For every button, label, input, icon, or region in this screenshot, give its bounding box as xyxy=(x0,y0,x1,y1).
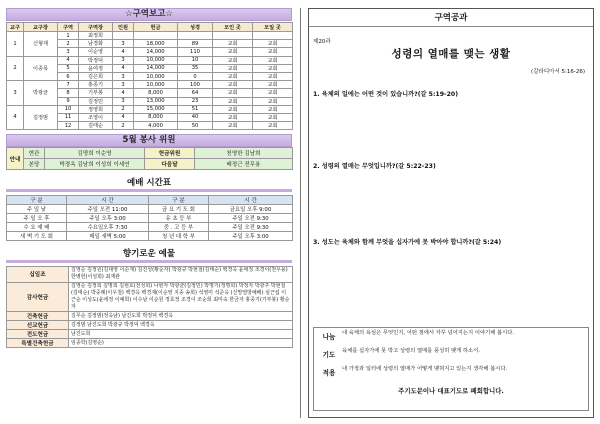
lesson-summary xyxy=(313,327,589,411)
district-parish-cell: 4 xyxy=(7,105,24,130)
district-parish-cell: 3 xyxy=(7,81,24,106)
summary-row xyxy=(314,364,588,382)
worship-title: 예배 시간표 xyxy=(126,178,171,189)
service-table xyxy=(6,147,293,170)
district-cell: 35 xyxy=(178,64,213,72)
summary-text: 육체를 십자가에 못 박고 성령의 열매를 풍성히 맺게 하소서. xyxy=(342,348,480,354)
district-parish-cell: 1 xyxy=(7,32,24,57)
district-leader-cell: 이종목 xyxy=(24,56,58,81)
lesson-header-rule xyxy=(309,26,593,27)
district-cell: 8 xyxy=(58,89,79,97)
district-leader-cell: 박광균 xyxy=(24,81,58,106)
district-cell: 4 xyxy=(58,56,79,64)
worship-table xyxy=(6,195,293,241)
district-cell: 교회 xyxy=(213,113,253,121)
district-cell: 교회 xyxy=(253,72,293,80)
district-cell: 4 xyxy=(113,48,134,56)
district-cell xyxy=(213,32,253,40)
lesson-reference: (갈라디아서 5:16-26) xyxy=(531,69,585,75)
worship-cell: 청 년 대 학 부 xyxy=(149,232,209,241)
worship-rule xyxy=(6,189,292,192)
district-header-cell: 구역 xyxy=(58,23,79,32)
worship-cell: 새 벽 기 도 회 xyxy=(7,232,67,241)
district-cell: 교회 xyxy=(253,97,293,105)
worship-cell: 수 요 예 배 xyxy=(7,223,67,232)
worship-cell: 중 . 고 등 부 xyxy=(149,223,209,232)
district-cell: 조영이 xyxy=(79,113,113,121)
worship-row xyxy=(7,214,293,223)
district-header-cell: 성경 xyxy=(178,23,213,32)
district-row xyxy=(7,81,293,89)
worship-cell: 매일 새벽 5:00 xyxy=(67,232,149,241)
offering-names: 김영순 김정희 김명희 김현호(전성희) 나현자 박광균(김정민) 박명기(정명희) 박정자 박광주 박현철(김태순) 박중례(이우철) 백경옥 백경재(이순영 지종 송희) 석영미 석준옥 (신망열방예배) 심근섭 이근순 이성도(윤애정 이예희) 이수남 이순원 정효정 조경이 조순희 최미숙 한금자 홍종기(기부봉) 황순자 xyxy=(69,282,293,312)
district-cell: 교회 xyxy=(253,122,293,130)
district-cell: 교회 xyxy=(213,40,253,48)
offering-names: 남진도희 xyxy=(69,330,293,339)
district-cell xyxy=(178,32,213,40)
district-cell: 3 xyxy=(113,81,134,89)
worship-cell: 금 요 기 도 회 xyxy=(149,205,209,214)
district-cell: 교회 xyxy=(213,64,253,72)
offering-label: 선교헌금 xyxy=(7,321,69,330)
worship-cell: 유 초 등 부 xyxy=(149,214,209,223)
district-cell: 교회 xyxy=(253,40,293,48)
district-parish-cell: 2 xyxy=(7,56,24,81)
district-cell: 정영희 xyxy=(79,105,113,113)
worship-header-cell: 시 간 xyxy=(67,196,149,205)
district-cell: 9 xyxy=(58,97,79,105)
service-role: 현관 xyxy=(24,148,45,159)
district-cell: 23 xyxy=(178,97,213,105)
district-cell: 7 xyxy=(58,81,79,89)
summary-label: 기도 xyxy=(322,351,336,359)
offering-title: 향기로운 예물 xyxy=(122,249,176,260)
service-names: 박경옥 김남희 이성희 이세연 xyxy=(45,159,145,170)
worship-cell: 주일 오후 3:00 xyxy=(67,214,149,223)
district-cell: 14,000 xyxy=(134,64,178,72)
district-cell: 홍종기 xyxy=(79,81,113,89)
district-cell: 13,000 xyxy=(134,97,178,105)
district-cell: 교회 xyxy=(253,48,293,56)
district-cell: 남경화 xyxy=(79,40,113,48)
district-row xyxy=(7,32,293,40)
district-cell: 100 xyxy=(178,81,213,89)
offering-row xyxy=(7,339,293,348)
lesson-question: 3. 성도는 육체와 함께 무엇을 십자가에 못 박아야 합니까?(갈 5:24) xyxy=(313,239,502,246)
offering-row xyxy=(7,330,293,339)
district-leader-cell: 김정범 xyxy=(24,105,58,130)
district-cell: 교회 xyxy=(253,105,293,113)
worship-cell: 주일 오전 11:00 xyxy=(67,205,149,214)
offering-row xyxy=(7,267,293,282)
summary-text: 내 육체의 욕심은 무엇인지, 어떤 점에서 자꾸 넘어지는지 이야기해 봅시다. xyxy=(342,330,515,336)
district-header-cell: 인원 xyxy=(113,23,134,32)
district-cell: 3 xyxy=(58,48,79,56)
worship-header-cell: 구 분 xyxy=(149,196,209,205)
worship-cell: 주일 오후 3:00 xyxy=(209,232,293,241)
offering-label: 전도헌금 xyxy=(7,330,69,339)
district-cell: 50 xyxy=(178,122,213,130)
lesson-question: 1. 육체의 일에는 어떤 것이 있습니까?(갈 5:19-20) xyxy=(313,91,459,98)
district-cell xyxy=(134,32,178,40)
district-cell: 교회 xyxy=(253,89,293,97)
worship-cell: 주일 오전 9:30 xyxy=(209,214,293,223)
service-names: 김명희 이순영 xyxy=(45,148,145,159)
district-cell: 기부봉 xyxy=(79,89,113,97)
district-cell: 10 xyxy=(58,105,79,113)
district-cell: 110 xyxy=(178,48,213,56)
worship-header-row xyxy=(7,196,293,205)
worship-row xyxy=(7,223,293,232)
district-cell: 교회 xyxy=(253,113,293,121)
district-cell: 김은희 xyxy=(79,72,113,80)
offering-names: 김정범 남진도희 박광규 박정덕 백경옥 xyxy=(69,321,293,330)
summary-label: 나눔 xyxy=(322,333,336,341)
district-cell: 3 xyxy=(113,40,134,48)
summary-row xyxy=(314,328,588,346)
district-cell: 2 xyxy=(113,122,134,130)
service-role2: 다음달 xyxy=(145,159,195,170)
district-cell: 3 xyxy=(113,56,134,64)
district-cell: 교회 xyxy=(213,122,253,130)
district-cell: 8,000 xyxy=(134,89,178,97)
district-leader-cell: 신형재 xyxy=(24,32,58,57)
district-report-table xyxy=(6,22,293,130)
district-cell: 교회 xyxy=(253,64,293,72)
offering-label: 건축헌금 xyxy=(7,312,69,321)
district-cell: 교회 xyxy=(213,48,253,56)
worship-header-cell: 시 간 xyxy=(209,196,293,205)
summary-text: 내 가정과 일터에 성령의 열매가 어떻게 맺혀지고 있는지 생각해 봅시다. xyxy=(342,366,508,372)
offering-row xyxy=(7,312,293,321)
district-cell: 2 xyxy=(58,40,79,48)
district-cell: 89 xyxy=(178,40,213,48)
district-cell: 교회 xyxy=(213,81,253,89)
district-cell: 교회 xyxy=(213,56,253,64)
worship-cell: 금요일 오후 9:00 xyxy=(209,205,293,214)
district-cell: 4,000 xyxy=(134,122,178,130)
worship-cell: 주일 오전 9:30 xyxy=(209,223,293,232)
district-cell: 6 xyxy=(58,72,79,80)
service-role2: 헌금위원 xyxy=(145,148,195,159)
district-cell xyxy=(113,32,134,40)
district-cell: 김정민 xyxy=(79,97,113,105)
district-cell: 10 xyxy=(178,56,213,64)
district-cell: 교회 xyxy=(213,105,253,113)
service-label: 안내 xyxy=(7,148,24,170)
district-cell: 0 xyxy=(178,72,213,80)
district-cell: 교회 xyxy=(253,56,293,64)
offering-names: 김무순 김정범(정옥남) 남진도희 박정덕 백경옥 xyxy=(69,312,293,321)
district-cell: 11 xyxy=(58,113,79,121)
district-header-cell: 교구장 xyxy=(24,23,58,32)
district-cell: 15,000 xyxy=(134,105,178,113)
district-cell: 최정희 xyxy=(79,32,113,40)
offering-table xyxy=(6,266,293,348)
district-cell: 이순영 xyxy=(79,48,113,56)
service-names2: 천영한 김남희 xyxy=(195,148,293,159)
summary-row xyxy=(314,346,588,364)
district-cell: 8,000 xyxy=(134,113,178,121)
district-header-cell: 모일 곳 xyxy=(253,23,293,32)
district-cell: 3 xyxy=(113,97,134,105)
district-cell: 5 xyxy=(58,64,79,72)
offering-label: 십일조 xyxy=(7,267,69,282)
district-cell: 김태순 xyxy=(79,122,113,130)
district-header-cell: 모인 곳 xyxy=(213,23,253,32)
lesson-header: 구역공과 xyxy=(434,13,468,23)
district-cell: 2 xyxy=(113,105,134,113)
district-cell: 4 xyxy=(113,89,134,97)
offering-names: 김영순 김정원(김대영 이순재) 김진성(황순자) 박광규 박현철(김태순) 백경옥 윤애정 조경이(천무용) 한병헌(이성희) 최재관 xyxy=(69,267,293,282)
district-report-title: ☆구역보고☆ xyxy=(6,8,292,21)
worship-cell: 주 일 오 후 xyxy=(7,214,67,223)
offering-row xyxy=(7,282,293,312)
column-divider xyxy=(300,8,301,418)
district-cell: 박정덕 xyxy=(79,56,113,64)
district-cell: 10,000 xyxy=(134,56,178,64)
district-header-cell: 구역장 xyxy=(79,23,113,32)
worship-row xyxy=(7,232,293,241)
district-cell: 1 xyxy=(58,32,79,40)
district-header-cell: 헌금 xyxy=(134,23,178,32)
district-header-cell: 교구 xyxy=(7,23,24,32)
offering-label: 감사헌금 xyxy=(7,282,69,312)
district-cell: 윤여정 xyxy=(79,64,113,72)
district-cell: 교회 xyxy=(213,97,253,105)
district-cell: 교회 xyxy=(253,81,293,89)
left-column xyxy=(6,8,292,418)
district-cell xyxy=(253,32,293,40)
district-cell: 18,000 xyxy=(134,40,178,48)
district-row xyxy=(7,56,293,64)
district-header-row xyxy=(7,23,293,32)
offering-names: 임종학(김영순) xyxy=(69,339,293,348)
lesson-question: 2. 성령의 열매는 무엇입니까?(갈 5:22-23) xyxy=(313,163,436,170)
worship-header-cell: 구 분 xyxy=(7,196,67,205)
district-cell: 40 xyxy=(178,113,213,121)
lesson-number: 제20과 xyxy=(313,39,331,45)
district-cell: 3 xyxy=(113,72,134,80)
offering-row xyxy=(7,321,293,330)
worship-row xyxy=(7,205,293,214)
district-cell: 10,000 xyxy=(134,72,178,80)
district-cell: 4 xyxy=(113,113,134,121)
lesson-panel xyxy=(308,8,594,418)
district-cell: 12 xyxy=(58,122,79,130)
worship-cell: 주 일 낮 xyxy=(7,205,67,214)
worship-cell: 수요일오후 7:30 xyxy=(67,223,149,232)
service-title: 5월 봉사 위원 xyxy=(6,134,292,147)
district-cell: 64 xyxy=(178,89,213,97)
service-role: 본당 xyxy=(24,159,45,170)
offering-label: 특별건축헌금 xyxy=(7,339,69,348)
district-cell: 14,000 xyxy=(134,48,178,56)
district-cell: 10,000 xyxy=(134,81,178,89)
district-cell: 교회 xyxy=(213,89,253,97)
service-names2: 배정근 전무용 xyxy=(195,159,293,170)
summary-footer: 주기도문이나 대표기도로 폐회합니다. xyxy=(398,387,504,395)
district-cell: 4 xyxy=(113,64,134,72)
summary-label: 적용 xyxy=(322,369,336,377)
lesson-title: 성령의 열매를 맺는 생활 xyxy=(391,48,511,60)
offering-rule xyxy=(6,260,292,263)
district-cell: 교회 xyxy=(213,72,253,80)
district-row xyxy=(7,105,293,113)
district-cell: 51 xyxy=(178,105,213,113)
